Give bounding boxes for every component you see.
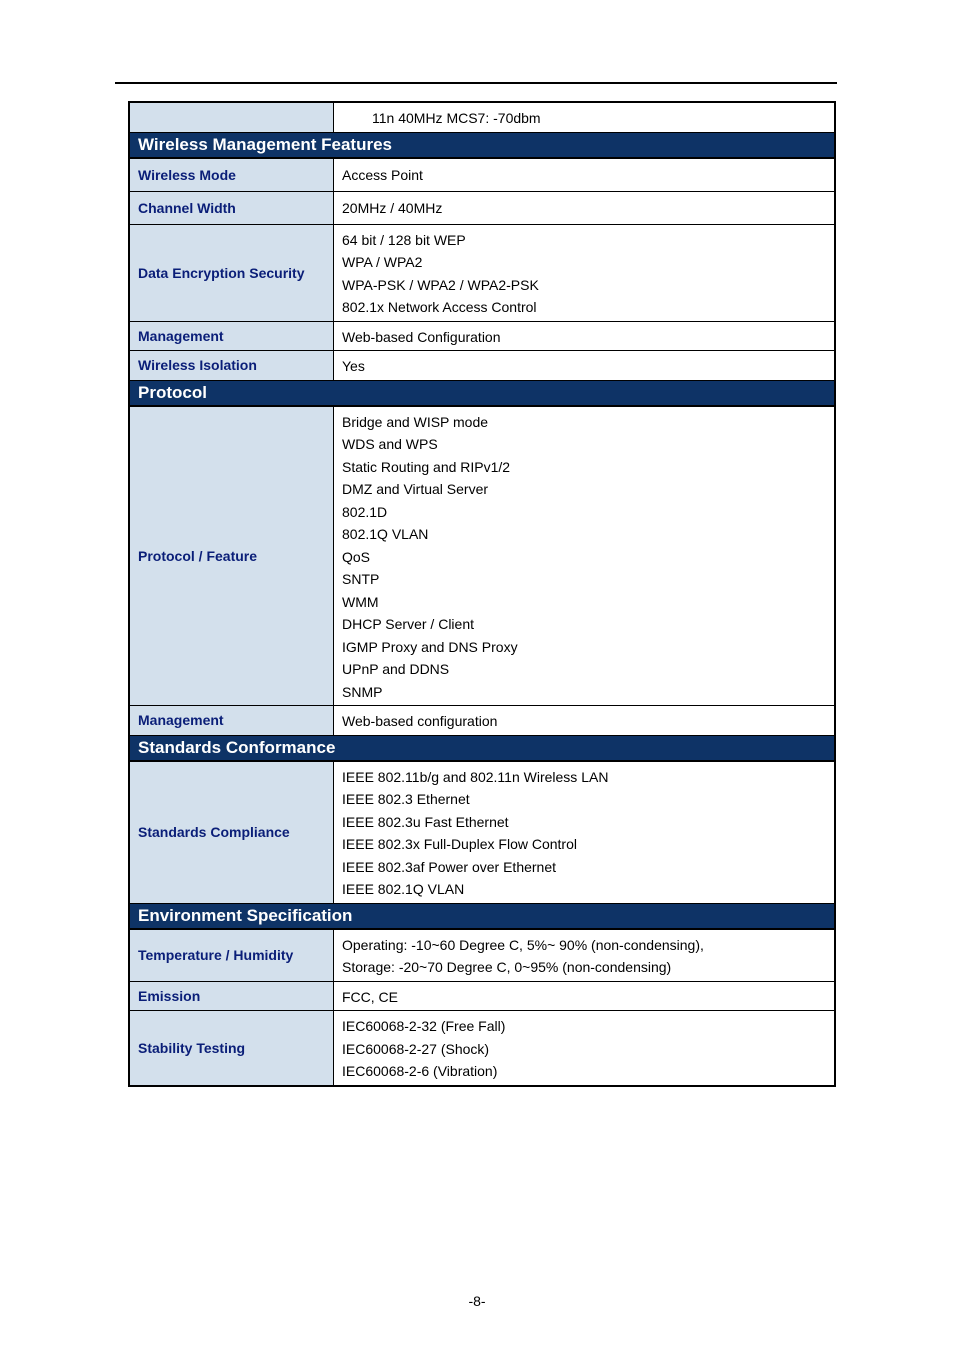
value-line: Yes [342, 358, 365, 374]
value-line: 802.1x Network Access Control [342, 299, 537, 315]
table-row [130, 1010, 834, 1085]
row-label: Wireless Isolation [130, 351, 334, 380]
value-line: IEEE 802.3u Fast Ethernet [342, 813, 509, 830]
value-line: SNMP [342, 683, 383, 700]
table-row [130, 159, 834, 191]
row-value [334, 159, 834, 191]
table-row [130, 350, 834, 380]
row-value [334, 1011, 834, 1085]
value-line: 64 bit / 128 bit WEP [342, 231, 466, 248]
table-row [130, 191, 834, 224]
row-label: Channel Width [130, 192, 334, 224]
table-row [130, 930, 834, 981]
value-line: UPnP and DDNS [342, 661, 450, 677]
value-line: WPA-PSK / WPA2 / WPA2-PSK [342, 276, 539, 293]
row-value [334, 407, 834, 706]
row-label: Management [130, 322, 334, 351]
value-line: Bridge and WISP mode [342, 413, 489, 430]
row-label: Wireless Mode [130, 159, 334, 191]
table-row [130, 321, 834, 351]
value-line: Web-based Configuration [342, 328, 501, 345]
section-header-standards-conformance: Standards Conformance [130, 735, 834, 762]
row-label: Temperature / Humidity [130, 930, 334, 981]
row-value [334, 322, 834, 351]
row-label: Stability Testing [130, 1011, 334, 1085]
value-line: SNTP [342, 571, 380, 587]
value-line: Static Routing and RIPv1/2 [342, 458, 511, 475]
value-line: IEC60068-2-6 (Vibration) [342, 1063, 498, 1079]
row-value [334, 762, 834, 903]
value-line: IEEE 802.3 Ethernet [342, 791, 470, 807]
value-line: DMZ and Virtual Server [342, 481, 489, 497]
row-label: Data Encryption Security [130, 225, 334, 321]
section-header-environment-specification: Environment Specification [130, 903, 834, 930]
value-line: FCC, CE [342, 988, 398, 1005]
row-value [334, 192, 834, 224]
row-label: Emission [130, 982, 334, 1011]
value-line: 802.1D [342, 503, 388, 520]
row-value [334, 930, 834, 981]
value-line: IEEE 802.1Q VLAN [342, 881, 465, 897]
section-header-wireless-management: Wireless Management Features [130, 132, 834, 159]
value-line: 20MHz / 40MHz [342, 200, 443, 217]
value-line: 802.1Q VLAN [342, 526, 429, 542]
value-line: IEEE 802.3af Power over Ethernet [342, 858, 557, 875]
page-number: -8- [468, 1293, 486, 1309]
value-line: 11n 40MHz MCS7: -70dbm [372, 110, 541, 126]
value-line: QoS [342, 548, 371, 565]
table-row [130, 705, 834, 735]
value-line: Web-based configuration [342, 713, 498, 729]
value-line: DHCP Server / Client [342, 616, 475, 632]
table-row [130, 224, 834, 321]
value-line: IGMP Proxy and DNS Proxy [342, 638, 518, 655]
table-row [130, 103, 834, 132]
row-value [334, 982, 834, 1011]
row-value [334, 351, 834, 380]
section-header-protocol: Protocol [130, 380, 834, 407]
value-line: IEC60068-2-27 (Shock) [342, 1040, 490, 1057]
table-row [130, 981, 834, 1011]
value-line: Operating: -10~60 Degree C, 5%~ 90% (non-condensing), [342, 936, 704, 953]
header-rule [115, 82, 837, 84]
value-line: WDS and WPS [342, 436, 438, 452]
row-value [334, 103, 834, 132]
spec-table [128, 101, 836, 1087]
row-label: Protocol / Feature [130, 407, 334, 706]
row-label: Management [130, 706, 334, 735]
row-label: Standards Compliance [130, 762, 334, 903]
table-row [130, 407, 834, 706]
value-line: Storage: -20~70 Degree C, 0~95% (non-condensing) [342, 959, 672, 975]
value-line: IEEE 802.3x Full-Duplex Flow Control [342, 836, 577, 852]
value-line: WMM [342, 593, 379, 610]
value-line: WPA / WPA2 [342, 254, 423, 270]
value-line: IEEE 802.11b/g and 802.11n Wireless LAN [342, 768, 609, 785]
row-value [334, 706, 834, 735]
value-line: Access Point [342, 167, 423, 184]
row-label [130, 103, 334, 132]
row-value [334, 225, 834, 321]
table-row [130, 762, 834, 903]
value-line: IEC60068-2-32 (Free Fall) [342, 1018, 506, 1034]
